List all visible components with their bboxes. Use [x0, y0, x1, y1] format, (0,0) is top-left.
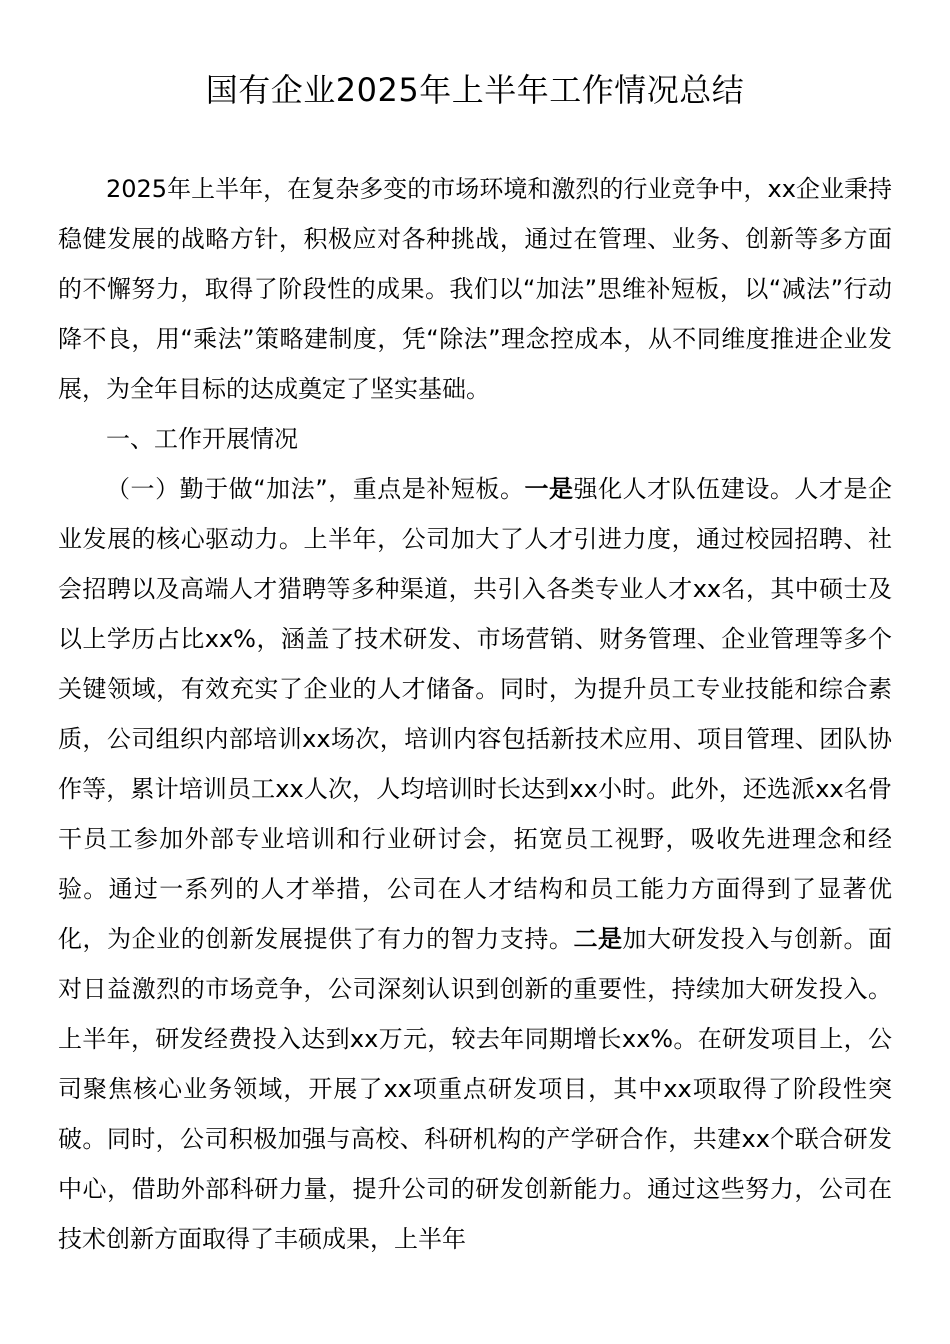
point-two-label: 二是 [573, 925, 623, 953]
document-body [58, 164, 892, 1264]
point-one-text: 强化人才队伍建设。人才是企业发展的核心驱动力。上半年，公司加大了人才引进力度，通过校园招聘、社会招聘以及高端人才猎聘等多种渠道，共引入各类专业人才xx名，其中硕士及以上学历占比xx%，涵盖了技术研发、市场营销、财务管理、企业管理等多个关键领域，有效充实了企业的人才储备。同时，为提升员工专业技能和综合素质，公司组织内部培训xx场次，培训内容包括新技术应用、项目管理、团队协作等，累计培训员工xx人次，人均培训时长达到xx小时。此外，还选派xx名骨干员工参加外部专业培训和行业研讨会，拓宽员工视野，吸收先进理念和经验。通过一系列的人才举措，公司在人才结构和员工能力方面得到了显著优化，为企业的创新发展提供了有力的智力支持。 [58, 475, 892, 953]
point-one-label: 一是 [524, 475, 574, 503]
subsection-heading: （一）勤于做“加法”，重点是补短板。 [106, 475, 525, 503]
intro-paragraph: 2025年上半年，在复杂多变的市场环境和激烈的行业竞争中，xx企业秉持稳健发展的战略方针，积极应对各种挑战，通过在管理、业务、创新等多方面的不懈努力，取得了阶段性的成果。我们以“加法”思维补短板，以“减法”行动降不良，用“乘法”策略建制度，凭“除法”理念控成本，从不同维度推进企业发展，为全年目标的达成奠定了坚实基础。 [58, 175, 892, 403]
subsection-paragraph [58, 464, 892, 1264]
section-heading: 一、工作开展情况 [106, 425, 298, 453]
document-title: 国有企业2025年上半年工作情况总结 [205, 71, 745, 109]
point-two-text: 加大研发投入与创新。面对日益激烈的市场竞争，公司深刻认识到创新的重要性，持续加大研发投入。上半年，研发经费投入达到xx万元，较去年同期增长xx%。在研发项目上，公司聚焦核心业务领域，开展了xx项重点研发项目，其中xx项取得了阶段性突破。同时，公司积极加强与高校、科研机构的产学研合作，共建xx个联合研发中心，借助外部科研力量，提升公司的研发创新能力。通过这些努力，公司在技术创新方面取得了丰硕成果，上半年 [58, 925, 893, 1253]
